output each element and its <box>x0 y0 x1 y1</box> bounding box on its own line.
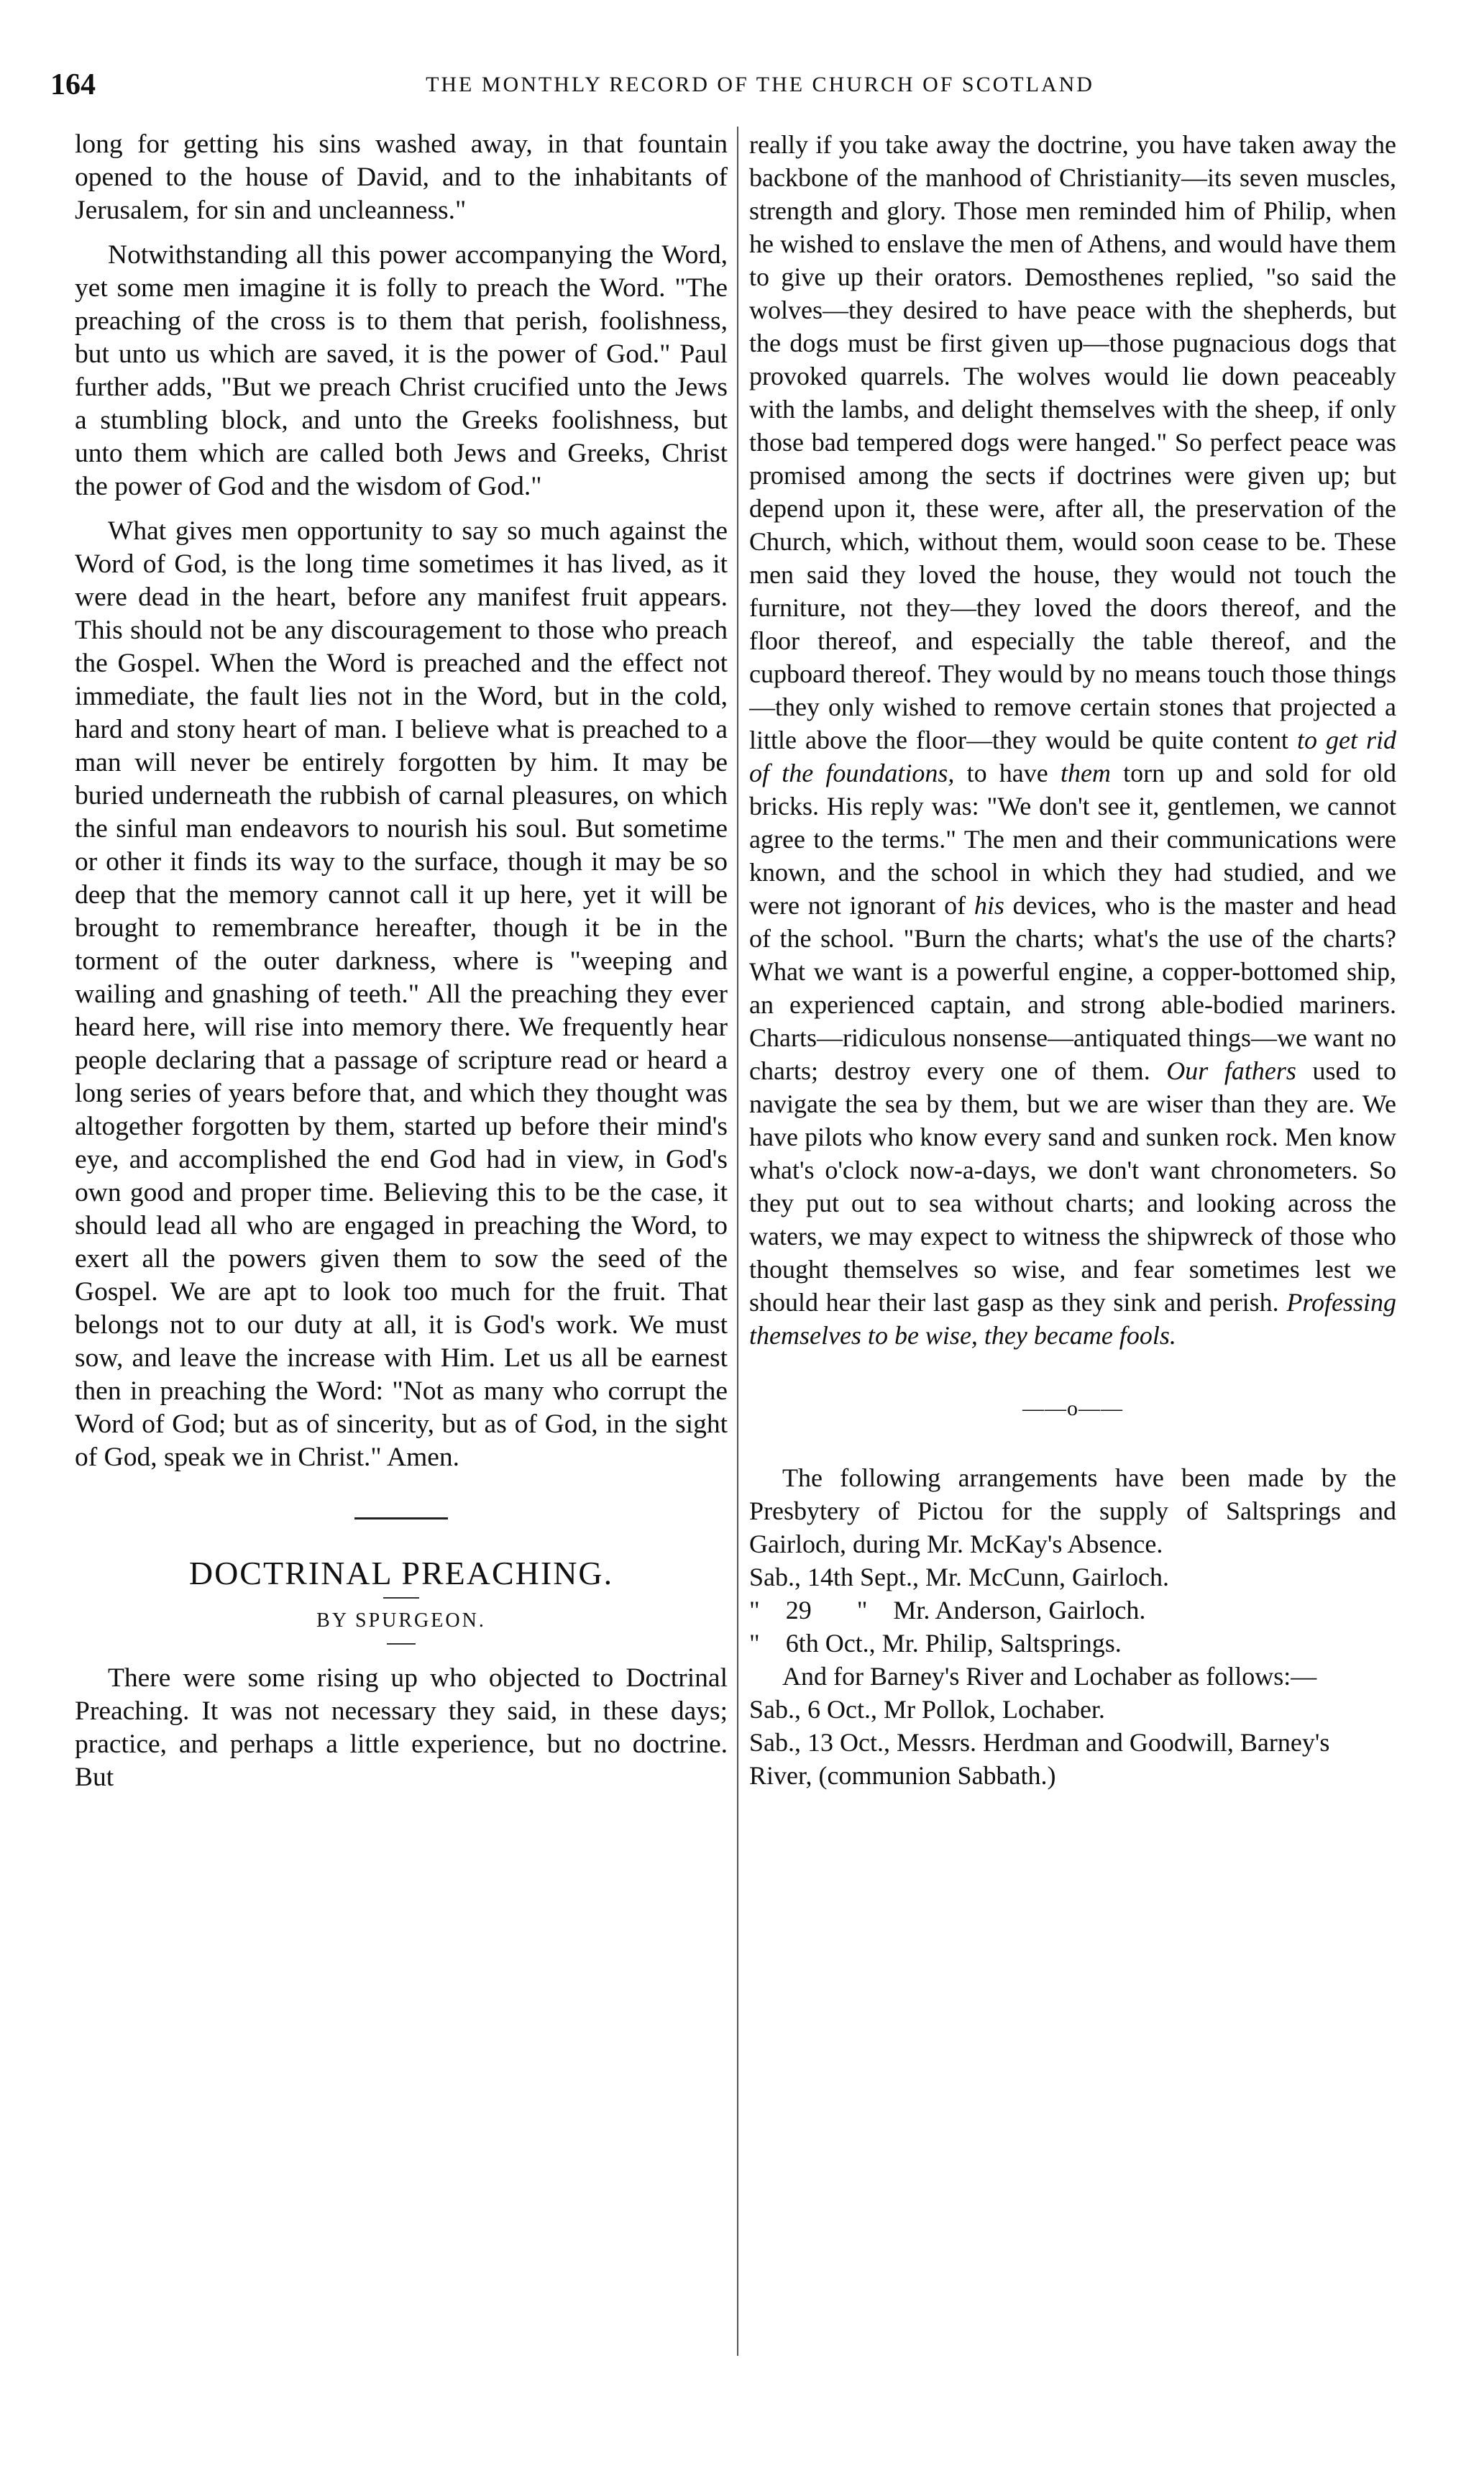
page-header <box>50 63 1441 106</box>
schedule-list <box>749 1560 1396 1660</box>
italic-run: to get rid of the foundations, <box>749 726 1396 787</box>
schedule-text: " 6th Oct., Mr. Philip, Saltsprings. <box>749 1629 1122 1658</box>
schedule-item <box>749 1627 1396 1660</box>
notice-paragraph: The following arrangements have been made by the Presbytery of Pictou for the supply of Saltsprings and Gairloch, during Mr. McKay's Absence. <box>749 1463 1396 1558</box>
text-run: torn up and sold for old bricks. His reply was: "We don't see it, gentlemen, we cannot agree to the terms." The men and their communications were known, and the school in which they had studied, and we were not ignorant of <box>749 759 1396 920</box>
paragraph: What gives men opportunity to say so much against the Word of God, is the long time sometimes it has lived, as it were dead in the heart, before any manifest fruit appears. This should not be any discouragement to those who preach the Gospel. When the Word is preached and the effect not immediate, the fault lies not in the Word, but in the cold, hard and stony heart of man. I believe what is preached to a man will never be entirely forgotten by him. It may be buried underneath the rubbish of carnal pleasures, on which the sinful man endeavors to nourish his soul. But sometime or other it finds its way to the surface, though it may be so deep that the memory cannot call it up here, yet it will be brought to remembrance hereafter, though it be in the torment of the outer darkness, where is "weeping and wailing and gnashing of teeth." All the preaching they ever heard here, will rise into memory there. We frequently hear people declaring that a passage of scripture read or heard a long series of years before that, and which they thought was altogether forgotten by them, started up before their mind's eye, and accomplished the end God had in view, in God's own good and proper time. Believing this to be the case, it should lead all who are engaged in preaching the Word, to exert all the powers given them to sow the seed of the Gospel. We are apt to look too much for the fruit. That belongs not to our duty at all, it is God's work. We must sow, and leave the increase with Him. Let us all be earnest then in preaching the Word: "Not as many who corrupt the Word of God; but as of sincerity, but as of God, in the sight of God, speak we in Christ." Amen. <box>75 516 728 1472</box>
schedule-item: Sab., 13 Oct., Messrs. Herdman and Goodwill, Barney's River, (communion Sabbath.) <box>749 1728 1330 1790</box>
italic-run: Professing themselves to be wise, they became fools. <box>749 1288 1396 1350</box>
title-rule <box>383 1597 419 1599</box>
italic-run: Our fathers <box>1166 1056 1296 1085</box>
text-run: really if you take away the doctrine, you have taken away the backbone of the manhood of Christianity—its seven muscles, strength and glory. Those men reminded him of Philip, when he wished to enslave the men of Athens, and would have them to give up their orators. Demosthenes replied, "so said the wolves—they desired to have peace with the shepherds, but the dogs must be first given up—those pugnacious dogs that provoked quarrels. The wolves would lie down peaceably with the lambs, and delight themselves with the sheep, if only those bad tempered dogs were hanged." So perfect peace was promised among the sects if doctrines were given up; but depend upon it, these were, after all, the preservation of the Church, which, without them, would soon cease to be. These men said they loved the house, they would not touch the furniture, not they—they loved the doors thereof, and the floor thereof, and especially the table thereof, and the cupboard thereof. They would by no means touch those things—they only wished to remove certain stones that projected a little above the floor—they would be quite content <box>749 130 1396 754</box>
section-title: DOCTRINAL PREACHING. <box>188 1555 614 1591</box>
paragraph: There were some rising up who objected to Doctrinal Preaching. It was not necessary they said, in these days; practice, and perhaps a little experience, but no doctrine. But <box>75 1663 728 1792</box>
text-run: devices, who is the master and head of the school. "Burn the charts; what's the use of the charts? What we want is a powerful engine, a copper-bottomed ship, an experienced captain, and strong able-bodied mariners. Charts—ridiculous nonsense—antiquated things—we want no charts; destroy every one of them. <box>749 891 1396 1085</box>
paragraph: Notwithstanding all this power accompanying the Word, yet some men imagine it is folly to preach the Word. "The preaching of the cross is to them that perish, foolishness, but unto us which are saved, it is the power of God." Paul further adds, "But we preach Christ crucified unto the Jews a stumbling block, and unto the Greeks foolishness, but unto them which are called both Jews and Greeks, Christ the power of God and the wisdom of God." <box>75 240 728 501</box>
schedule-item: Sab., 6 Oct., Mr Pollok, Lochaber. <box>749 1695 1105 1724</box>
right-column <box>749 128 1396 2353</box>
notice-paragraph: And for Barney's River and Lochaber as follows:— <box>782 1662 1317 1691</box>
column-divider-rule <box>737 127 738 2356</box>
schedule-text: " 29 " Mr. Anderson, Gairloch. <box>749 1596 1146 1624</box>
notice-divider: ——o—— <box>1022 1397 1123 1420</box>
byline: BY SPURGEON. <box>316 1609 486 1632</box>
italic-run: his <box>974 891 1004 920</box>
byline-rule <box>387 1643 416 1645</box>
italic-run: them <box>1060 759 1111 787</box>
schedule-text: Sab., 14th Sept., Mr. McCunn, Gairloch. <box>749 1563 1169 1591</box>
text-run: to have <box>966 759 1048 787</box>
paragraph: long for getting his sins washed away, in that fountain opened to the house of David, and to the inhabitants of Jerusalem, for sin and uncleanness." <box>75 129 728 225</box>
text-run: used to navigate the sea by them, but we are wiser than they are. We have pilots who know every sand and sunken rock. Men know what's o'clock now-a-days, we don't want chronometers. So they put out to sea without charts; and looking across the waters, we may expect to witness the shipwreck of those who thought themselves so wise, and fear sometimes lest we should hear their last gasp as they sink and perish. <box>749 1056 1396 1317</box>
left-column <box>75 128 728 2353</box>
section-separator <box>354 1517 448 1519</box>
paragraph <box>749 128 1396 1352</box>
schedule-list <box>749 1693 1396 1792</box>
running-title: THE MONTHLY RECORD OF THE CHURCH OF SCOTLAND <box>426 73 1094 96</box>
schedule-item <box>749 1594 1396 1627</box>
schedule-item <box>749 1560 1396 1594</box>
page-number: 164 <box>50 68 96 101</box>
